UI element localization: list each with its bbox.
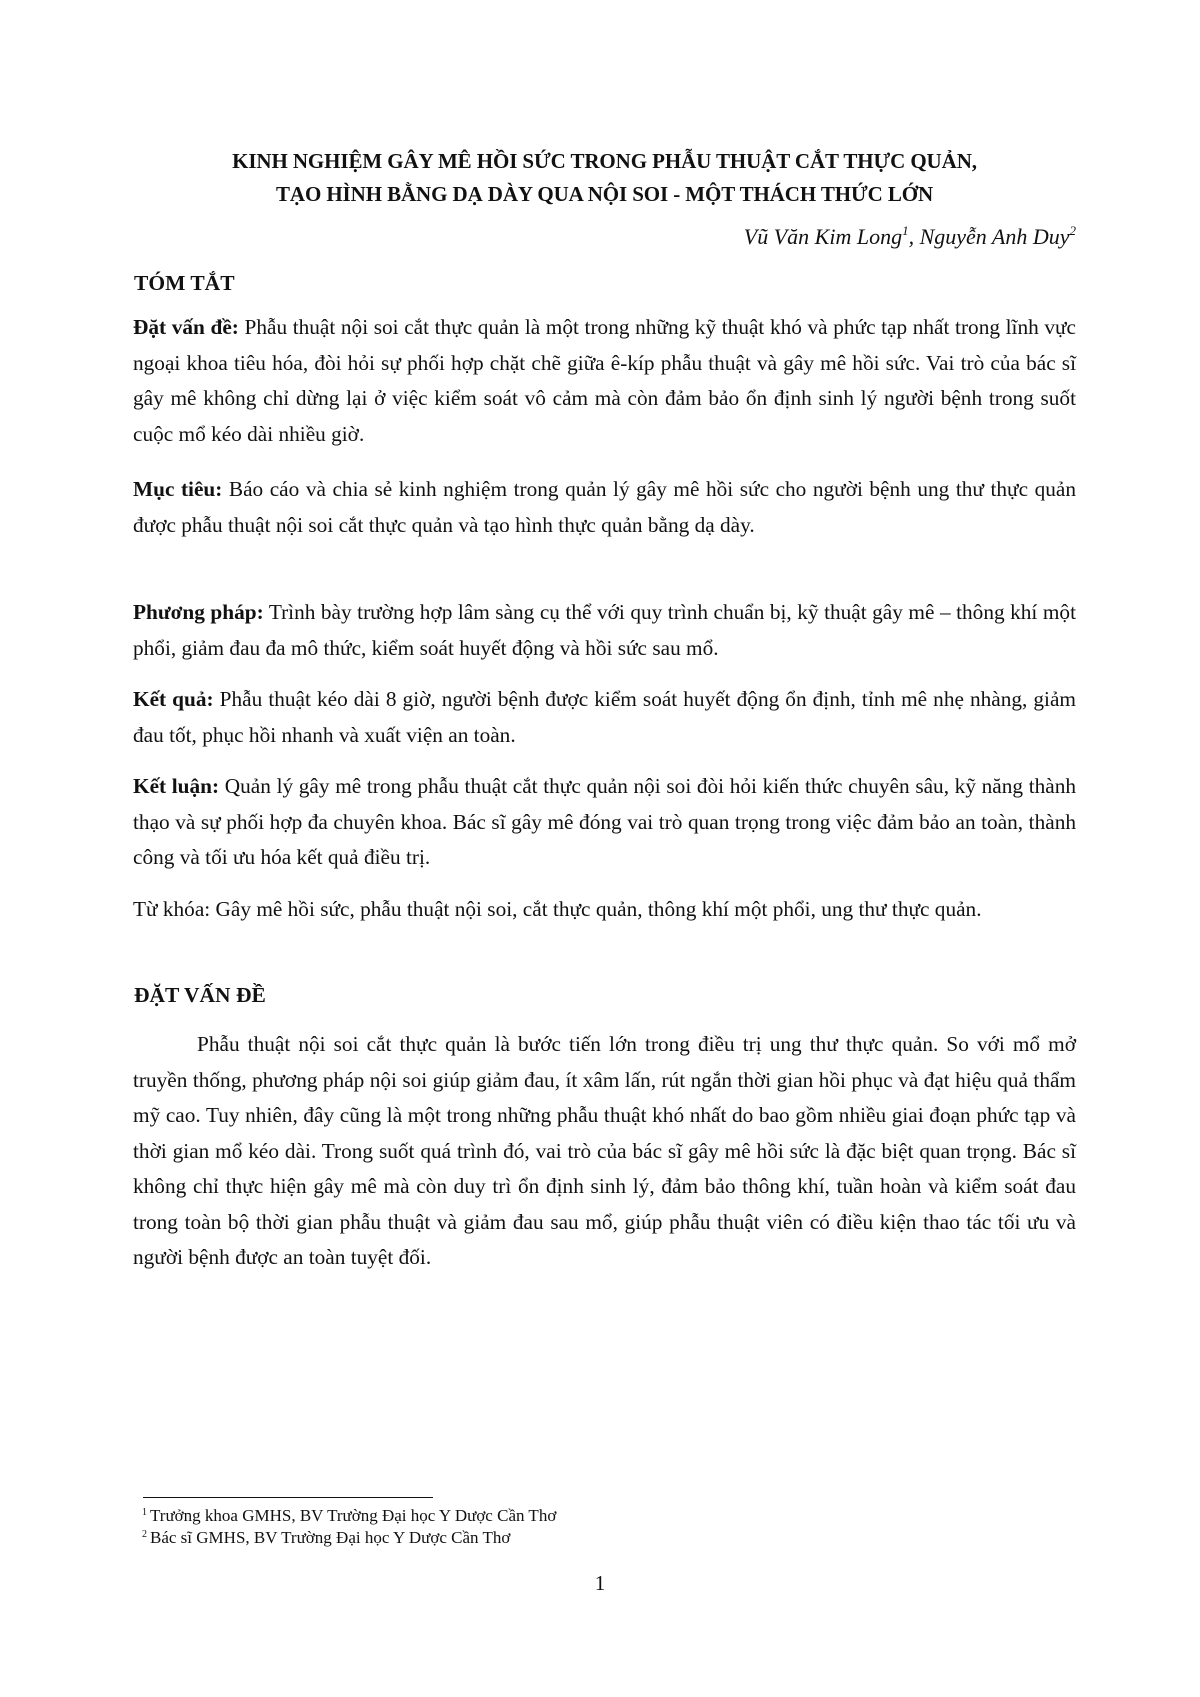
author-list bbox=[744, 222, 1076, 252]
introduction-paragraph: Phẫu thuật nội soi cắt thực quản là bước tiến lớn trong điều trị ung thư thực quản. So với mổ mở truyền thống, phương pháp nội soi giúp giảm đau, ít xâm lấn, rút ngắn thời gian hồi phục và đạt hiệu quả thẩm mỹ cao. Tuy nhiên, đây cũng là một trong những phẫu thuật khó nhất do bao gồm nhiều giai đoạn phức tạp và thời gian mổ kéo dài. Trong suốt quá trình đó, vai trò của bác sĩ gây mê hồi sức là đặc biệt quan trọng. Bác sĩ không chỉ thực hiện gây mê mà còn duy trì ổn định sinh lý, đảm bảo thông khí, tuần hoàn và kiểm soát đau trong toàn bộ thời gian phẫu thuật và giảm đau sau mổ, giúp phẫu thuật viên có điều kiện thao tác tối ưu và người bệnh được an toàn tuyệt đối. bbox=[133, 1032, 1076, 1269]
author-separator: , bbox=[908, 224, 920, 249]
section-text: Báo cáo và chia sẻ kinh nghiệm trong quản lý gây mê hồi sức cho người bệnh ung thư thực quản được phẫu thuật nội soi cắt thực quản và tạo hình thực quản bằng dạ dày. bbox=[133, 477, 1076, 537]
paper-title bbox=[133, 145, 1076, 211]
footnotes bbox=[142, 1505, 556, 1549]
section-text: Phẫu thuật nội soi cắt thực quản là một trong những kỹ thuật khó và phức tạp nhất trong lĩnh vực ngoại khoa tiêu hóa, đòi hỏi sự phối hợp chặt chẽ giữa ê-kíp phẫu thuật và gây mê hồi sức. Vai trò của bác sĩ gây mê không chỉ dừng lại ở việc kiểm soát vô cảm mà còn đảm bảo ổn định sinh lý người bệnh trong suốt cuộc mổ kéo dài nhiều giờ. bbox=[133, 315, 1076, 446]
footnote-marker: 1 bbox=[142, 1507, 147, 1518]
section-label: Phương pháp: bbox=[133, 600, 264, 624]
section-label: Đặt vấn đề: bbox=[133, 315, 239, 339]
footnote-separator bbox=[143, 1497, 433, 1498]
page-number: 1 bbox=[594, 1571, 606, 1595]
footnote bbox=[142, 1505, 556, 1527]
author-name: Vũ Văn Kim Long bbox=[743, 224, 903, 249]
abstract-section-objective bbox=[133, 472, 1076, 543]
title-line: TẠO HÌNH BẰNG DẠ DÀY QUA NỘI SOI - MỘT THÁCH THỨC LỚN bbox=[275, 182, 934, 206]
author-affiliation-marker: 1 bbox=[902, 223, 909, 238]
introduction-heading: ĐẶT VẤN ĐỀ bbox=[134, 983, 266, 1007]
section-label: Mục tiêu: bbox=[133, 477, 223, 501]
abstract-section-methods bbox=[133, 595, 1076, 666]
footnote bbox=[142, 1527, 556, 1549]
keywords: Từ khóa: Gây mê hồi sức, phẫu thuật nội soi, cắt thực quản, thông khí một phổi, ung thư thực quản. bbox=[133, 897, 982, 921]
section-text: Phẫu thuật kéo dài 8 giờ, người bệnh được kiểm soát huyết động ổn định, tỉnh mê nhẹ nhàng, giảm đau tốt, phục hồi nhanh và xuất viện an toàn. bbox=[133, 687, 1076, 747]
abstract-section-results bbox=[133, 682, 1076, 753]
footnote-marker: 2 bbox=[142, 1529, 147, 1540]
title-line: KINH NGHIỆM GÂY MÊ HỒI SỨC TRONG PHẪU THUẬT CẮT THỰC QUẢN, bbox=[232, 149, 977, 173]
footnote-text: Bác sĩ GMHS, BV Trường Đại học Y Dược Cần Thơ bbox=[150, 1528, 511, 1547]
section-text: Trình bày trường hợp lâm sàng cụ thể với quy trình chuẩn bị, kỹ thuật gây mê – thông khí một phổi, giảm đau đa mô thức, kiểm soát huyết động và hồi sức sau mổ. bbox=[133, 600, 1076, 660]
abstract-section-background bbox=[133, 310, 1076, 452]
section-label: Kết quả: bbox=[133, 687, 214, 711]
author-affiliation-marker: 2 bbox=[1069, 223, 1076, 238]
abstract-heading: TÓM TẮT bbox=[134, 271, 235, 295]
footnote-text: Trưởng khoa GMHS, BV Trường Đại học Y Dược Cần Thơ bbox=[150, 1506, 557, 1525]
abstract-section-conclusion bbox=[133, 769, 1076, 876]
section-label: Kết luận: bbox=[133, 774, 220, 798]
author-name: Nguyễn Anh Duy bbox=[919, 224, 1070, 249]
section-text: Quản lý gây mê trong phẫu thuật cắt thực quản nội soi đòi hỏi kiến thức chuyên sâu, kỹ năng thành thạo và sự phối hợp đa chuyên khoa. Bác sĩ gây mê đóng vai trò quan trọng trong việc đảm bảo an toàn, thành công và tối ưu hóa kết quả điều trị. bbox=[133, 774, 1077, 869]
